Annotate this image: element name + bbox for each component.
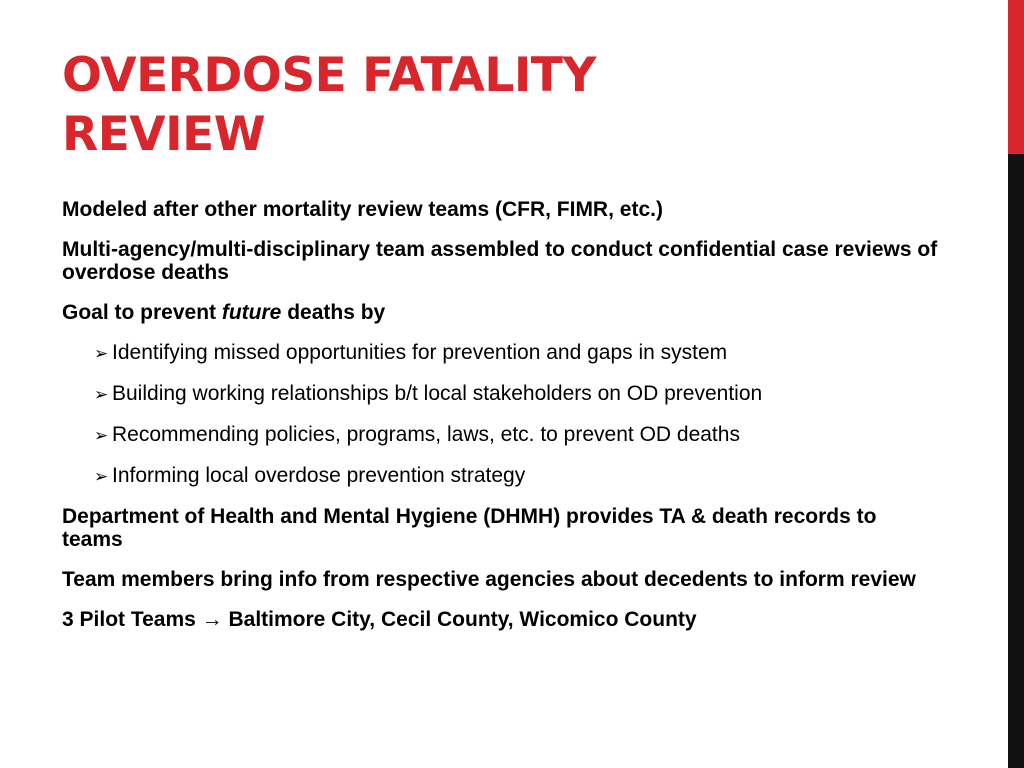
sub-bullet-recommending bbox=[94, 423, 942, 447]
slide-title-line-1: OVERDOSE FATALITY bbox=[62, 48, 596, 103]
sub-bullet-text: Identifying missed opportunities for prevention and gaps in system bbox=[112, 341, 728, 364]
slide-title bbox=[62, 46, 962, 164]
sub-bullet-identifying bbox=[94, 341, 942, 365]
bullet-goal bbox=[62, 301, 942, 324]
bullet-modeled-after: Modeled after other mortality review teams (CFR, FIMR, etc.) bbox=[62, 198, 663, 221]
sub-bullet-text: Recommending policies, programs, laws, etc. to prevent OD deaths bbox=[112, 423, 740, 446]
arrow-bullet-icon: ➢ bbox=[94, 467, 109, 486]
side-accent-bar-black bbox=[1008, 154, 1024, 768]
sub-bullet-building bbox=[94, 382, 942, 406]
sub-bullet-text: Informing local overdose prevention strategy bbox=[112, 464, 526, 487]
slide-body bbox=[62, 198, 942, 648]
bullet-goal-emphasis: future bbox=[221, 301, 282, 324]
bullet-dhmh: Department of Health and Mental Hygiene (DHMH) provides TA & death records to teams bbox=[62, 505, 877, 551]
slide-title-line-2: REVIEW bbox=[62, 107, 266, 162]
arrow-bullet-icon: ➢ bbox=[94, 426, 109, 445]
arrow-bullet-icon: ➢ bbox=[94, 385, 109, 404]
bullet-team-members: Team members bring info from respective agencies about decedents to inform review bbox=[62, 568, 916, 591]
bullet-pilot-teams: 3 Pilot Teams → Baltimore City, Cecil County, Wicomico County bbox=[62, 608, 697, 631]
bullet-goal-prefix: Goal to prevent bbox=[62, 301, 222, 324]
sub-bullet-text: Building working relationships b/t local stakeholders on OD prevention bbox=[112, 382, 763, 405]
bullet-goal-suffix: deaths by bbox=[281, 301, 386, 324]
arrow-bullet-icon: ➢ bbox=[94, 344, 109, 363]
sub-bullet-informing bbox=[94, 464, 942, 488]
side-accent-bar-red bbox=[1008, 0, 1024, 154]
bullet-multi-agency-team: Multi-agency/multi-disciplinary team assembled to conduct confidential case reviews of overdose deaths bbox=[62, 238, 938, 284]
